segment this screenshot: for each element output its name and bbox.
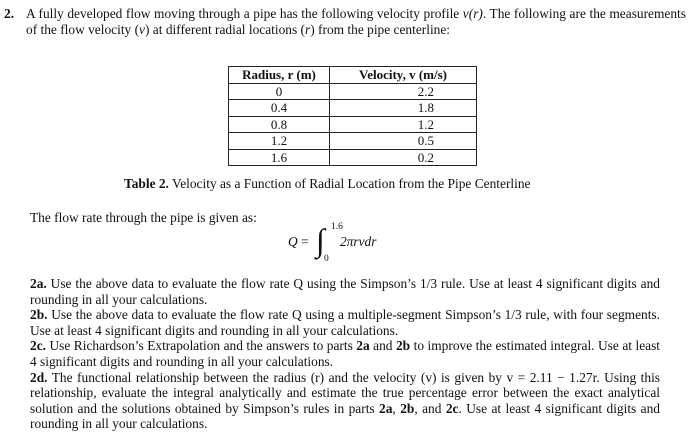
question-parts [30,276,660,432]
formula-equals: = [301,234,309,249]
radius-cell: 0 [229,83,330,100]
intro-part-a: A fully developed flow moving through a pipe has the following velocity profile [26,6,463,21]
integrand: 2πrvdr [340,234,377,249]
table-row [229,100,477,117]
table-row [229,133,477,150]
part-2b [30,307,660,338]
question-number: 2. [4,6,15,21]
caption-label: Table 2. [124,176,169,191]
header-velocity: Velocity, v (m/s) [330,67,477,84]
part-ref: 2c [445,400,459,416]
part-ref: 2b [395,338,411,354]
velocity-cell: 1.2 [330,116,477,133]
intro-part-b: . The following are the measurements of the flow velocity ( [26,6,686,37]
table-row [229,83,477,100]
caption-text: Velocity as a Function of Radial Location from the Pipe Centerline [168,176,531,191]
intro-part-d: ) from the pipe centerline: [310,21,451,37]
part-label: 2b. [30,307,48,323]
part-text: Use the above data to evaluate the flow rate Q using a multiple-segment Simpson’s 1/3 rule, with four segments. Use at least 4 significant digits and rounding in all your calculations. [30,307,660,338]
part-text: , [392,400,401,416]
part-text: to improve the estimated integral. Use at least 4 significant digits and rounding in all your calculations. [30,338,661,369]
part-2c [30,338,660,369]
flow-intro: The flow rate through the pipe is given as: [30,210,257,225]
part-label: 2a. [30,276,47,291]
velocity-cell: 2.2 [330,83,477,100]
velocity-cell: 0.5 [330,133,477,150]
radius-cell: 1.6 [229,149,330,166]
part-label: 2d. [30,369,48,385]
part-label: 2c. [30,338,46,354]
radius-cell: 0.4 [229,100,330,117]
velocity-cell: 0.2 [330,149,477,166]
formula-lhs: Q [288,234,298,249]
radius-cell: 1.2 [229,133,330,150]
part-text: and [369,338,396,354]
velocity-symbol: v [139,21,145,37]
part-2d [30,370,660,432]
integral-sign: ∫ [316,222,325,258]
part-text: , and [414,400,446,416]
integral-upper-limit: 1.6 [331,222,343,232]
part-2a [30,276,660,307]
header-radius: Radius, r (m) [229,67,330,84]
intro-part-c: ) at different radial locations ( [145,21,306,37]
part-text: Use the above data to evaluate the flow rate Q using the Simpson’s 1/3 rule. Use at least 4 significant digits and rounding in all your calculations. [30,276,660,307]
question-intro [26,6,686,37]
table-header-row [229,67,477,84]
part-text: The functional relationship between the radius (r) and the velocity (v) is given by v = 2.11 − 1.27r. Using this relationship, evaluate the integral analytically and estimate the true percentage error between the exact analytical solution and the solutions obtained by Simpson’s rules in parts [30,369,660,416]
velocity-profile-symbol: v(r) [462,6,483,21]
radius-symbol: r [305,21,311,37]
velocity-cell: 1.8 [330,100,477,117]
part-ref: 2b [400,400,415,416]
flow-rate-formula [288,222,438,264]
part-text: Use Richardson’s Extrapolation and the answers to parts [46,338,357,354]
part-ref: 2a [356,338,370,354]
part-text: . Use at least 4 significant digits and rounding in all your calculations. [30,400,660,432]
table-caption [124,176,531,192]
radius-cell: 0.8 [229,116,330,133]
table-row [229,149,477,166]
velocity-table [228,66,477,166]
part-ref: 2a [379,400,393,416]
table-row [229,116,477,133]
integral-lower-limit: 0 [324,254,329,264]
